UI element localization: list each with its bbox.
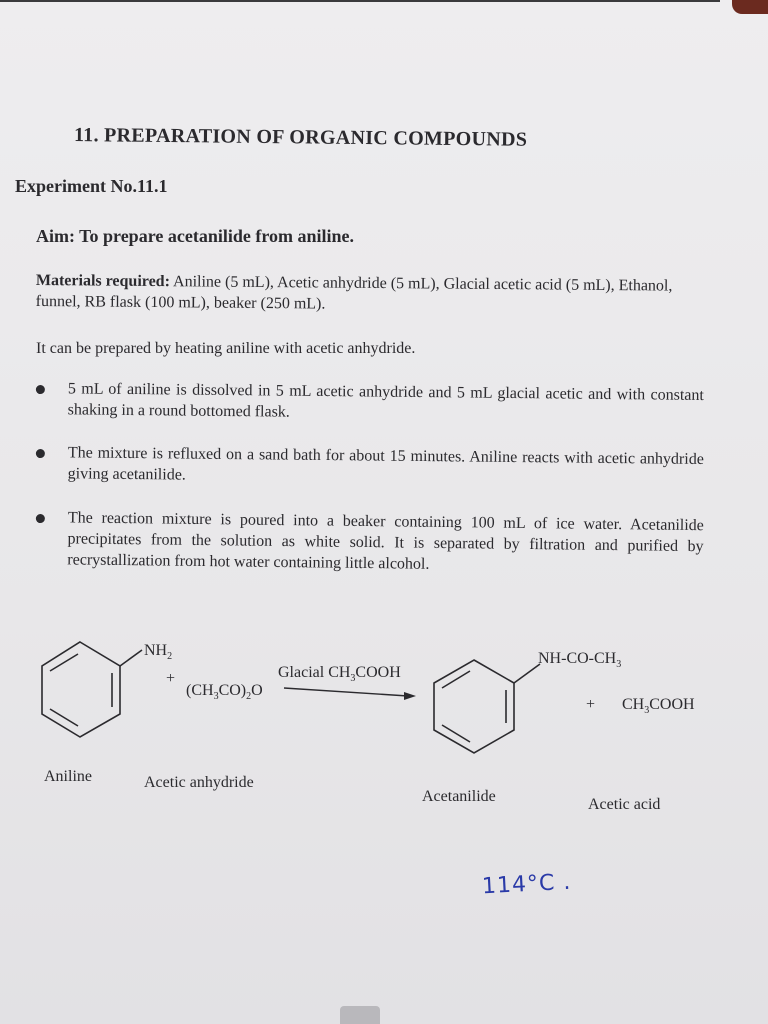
aniline-ring-icon	[42, 642, 142, 737]
materials-paragraph	[36, 270, 696, 318]
reaction-arrow-icon	[284, 688, 416, 700]
intro-paragraph: It can be prepared by heating aniline with acetic anhydride.	[36, 340, 416, 357]
label-acetic-acid: Acetic acid	[588, 796, 661, 813]
acetanilide-ring-icon	[434, 660, 540, 753]
plus-sign: +	[586, 696, 596, 713]
experiment-heading: Experiment No.11.1	[15, 176, 168, 196]
materials-text: Aniline (5 mL), Acetic anhydride (5 mL), Glacial acetic acid (5 mL), Ethanol, funnel, RB flask (100 mL), beaker (250 mL).	[35, 273, 673, 313]
bullet-icon	[36, 385, 45, 394]
label-aniline: Aniline	[44, 768, 92, 785]
plus-sign: +	[166, 670, 176, 687]
page-top-edge	[0, 0, 720, 2]
acetic-anhydride-formula: $(CH_3CO)_2O$	[186, 682, 263, 703]
reaction-scheme	[0, 620, 768, 840]
label-acetanilide: Acetanilide	[422, 788, 496, 805]
page-bottom-mark	[340, 1006, 380, 1024]
label-acetic-anhydride: Acetic anhydride	[144, 774, 254, 791]
aniline-amine-group: $NH_2$	[144, 642, 173, 663]
procedure-step-text: The reaction mixture is poured into a beaker containing 100 mL of ice water. Acetanilide precipitates from the solution as white solid. It is separated by filtration and purified by recrystallization from hot water containing little alcohol.	[67, 509, 704, 573]
procedure-step	[36, 378, 704, 421]
bullet-icon	[36, 449, 45, 458]
procedure-step	[36, 507, 704, 573]
procedure-step-text: The mixture is refluxed on a sand bath for about 15 minutes. Aniline reacts with acetic anhydride giving acetanilide.	[67, 444, 704, 484]
handwritten-note: 114°C .	[481, 869, 572, 900]
procedure-step-text: 5 mL of aniline is dissolved in 5 mL acetic anhydride and 5 mL glacial acetic and with constant shaking in a round bottomed flask.	[67, 380, 704, 421]
acetic-acid-formula: $CH_3COOH$	[622, 696, 695, 717]
acetanilide-amide-group: $NH-CO-CH_3$	[538, 650, 622, 671]
chapter-title: 11. PREPARATION OF ORGANIC COMPOUNDS	[73, 124, 528, 151]
binder-corner	[732, 0, 768, 14]
aim-heading: Aim: To prepare acetanilide from aniline.	[36, 226, 354, 246]
procedure-step	[36, 442, 704, 484]
bullet-icon	[36, 514, 45, 523]
catalyst-formula: Glacial $CH_3COOH$	[278, 664, 401, 685]
materials-label: Materials required:	[35, 271, 171, 291]
